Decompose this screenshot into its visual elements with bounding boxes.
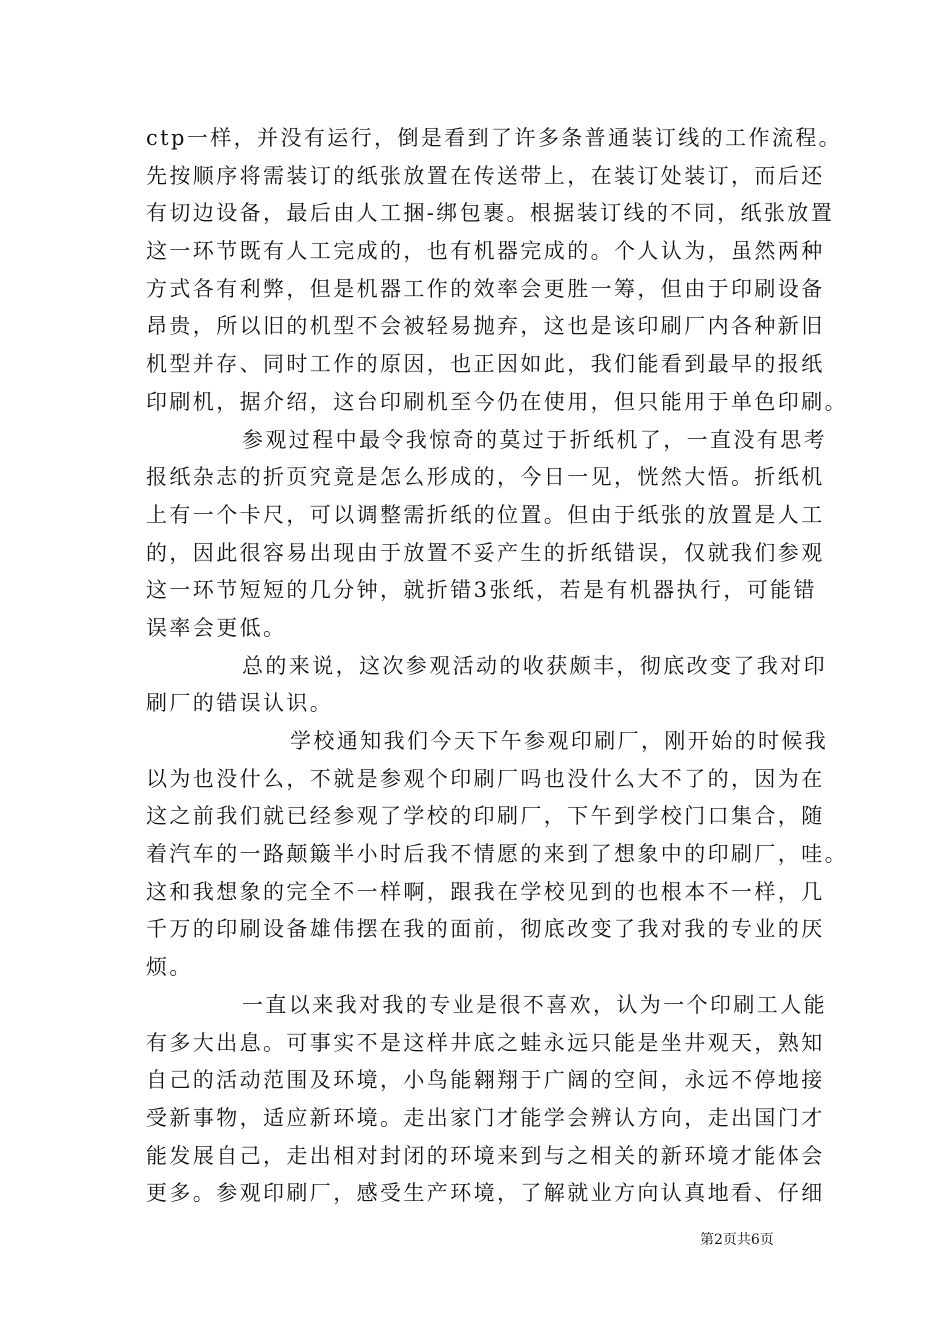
text-line: 机型并存、同时工作的原因，也正因如此，我们能看到最早的报纸 xyxy=(146,352,825,377)
text-line: 更多。参观印刷厂，感受生产环境，了解就业方向认真地看、仔细 xyxy=(146,1181,825,1206)
text-line: 能发展自己，走出相对封闭的环境来到与之相关的新环境才能体会 xyxy=(146,1143,825,1168)
text-line: 烦。 xyxy=(146,955,193,980)
text-line: 上有一个卡尺，可以调整需折纸的位置。但由于纸张的放置是人工 xyxy=(146,502,825,527)
text-line: 昂贵，所以旧的机型不会被轻易抛弃，这也是该印刷厂内各种新旧 xyxy=(146,314,825,339)
text-line: ctp一样，并没有运行，倒是看到了许多条普通装订线的工作流程。 xyxy=(146,126,843,150)
page-number-footer: 第2页共6页 xyxy=(700,1232,774,1248)
text-line: 报纸杂志的折页究竟是怎么形成的，今日一见，恍然大悟。折纸机 xyxy=(146,465,825,490)
text-line: 有多大出息。可事实不是这样井底之蛙永远只能是坐井观天，熟知 xyxy=(146,1030,825,1055)
paragraph-start-line: 一直以来我对我的专业是很不喜欢，认为一个印刷工人能 xyxy=(242,992,827,1017)
text-line: 自己的活动范围及环境，小鸟能翱翔于广阔的空间，永远不停地接 xyxy=(146,1068,825,1093)
text-line: 受新事物，适应新环境。走出家门才能学会辨认方向，走出国门才 xyxy=(146,1105,825,1130)
paragraph-start-line: 参观过程中最令我惊奇的莫过于折纸机了，一直没有思考 xyxy=(242,427,827,452)
document-body xyxy=(146,120,848,1213)
paragraph-start-line: 学校通知我们今天下午参观印刷厂，刚开始的时候我 xyxy=(290,729,829,753)
text-line: 千万的印刷设备雄伟摆在我的面前，彻底改变了我对我的专业的厌 xyxy=(146,917,825,942)
text-line: 的，因此很容易出现由于放置不妥产生的折纸错误，仅就我们参观 xyxy=(146,540,825,565)
text-line: 有切边设备，最后由人工捆-绑包裹。根据装订线的不同，纸张放置 xyxy=(146,201,835,226)
text-line: 方式各有利弊，但是机器工作的效率会更胜一筹，但由于印刷设备 xyxy=(146,276,825,301)
paragraph-start-line: 总的来说，这次参观活动的收获颇丰，彻底改变了我对印 xyxy=(242,653,827,678)
text-line: 着汽车的一路颠簸半小时后我不情愿的来到了想象中的印刷厂，哇。 xyxy=(146,842,848,867)
text-line: 误率会更低。 xyxy=(146,615,287,640)
text-line: 先按顺序将需装订的纸张放置在传送带上，在装订处装订，而后还 xyxy=(146,163,825,188)
text-line: 以为也没什么，不就是参观个印刷厂吗也没什么大不了的，因为在 xyxy=(146,766,825,791)
text-line: 这一环节既有人工完成的，也有机器完成的。个人认为，虽然两种 xyxy=(146,239,825,264)
text-line: 这和我想象的完全不一样啊，跟我在学校见到的也根本不一样，几 xyxy=(146,879,825,904)
text-line: 这一环节短短的几分钟，就折错3张纸，若是有机器执行，可能错 xyxy=(146,578,817,603)
text-line: 这之前我们就已经参观了学校的印刷厂，下午到学校门口集合，随 xyxy=(146,804,825,829)
text-line: 印刷机，据介绍，这台印刷机至今仍在使用，但只能用于单色印刷。 xyxy=(146,389,848,414)
text-line: 刷厂的错误认识。 xyxy=(146,691,334,716)
